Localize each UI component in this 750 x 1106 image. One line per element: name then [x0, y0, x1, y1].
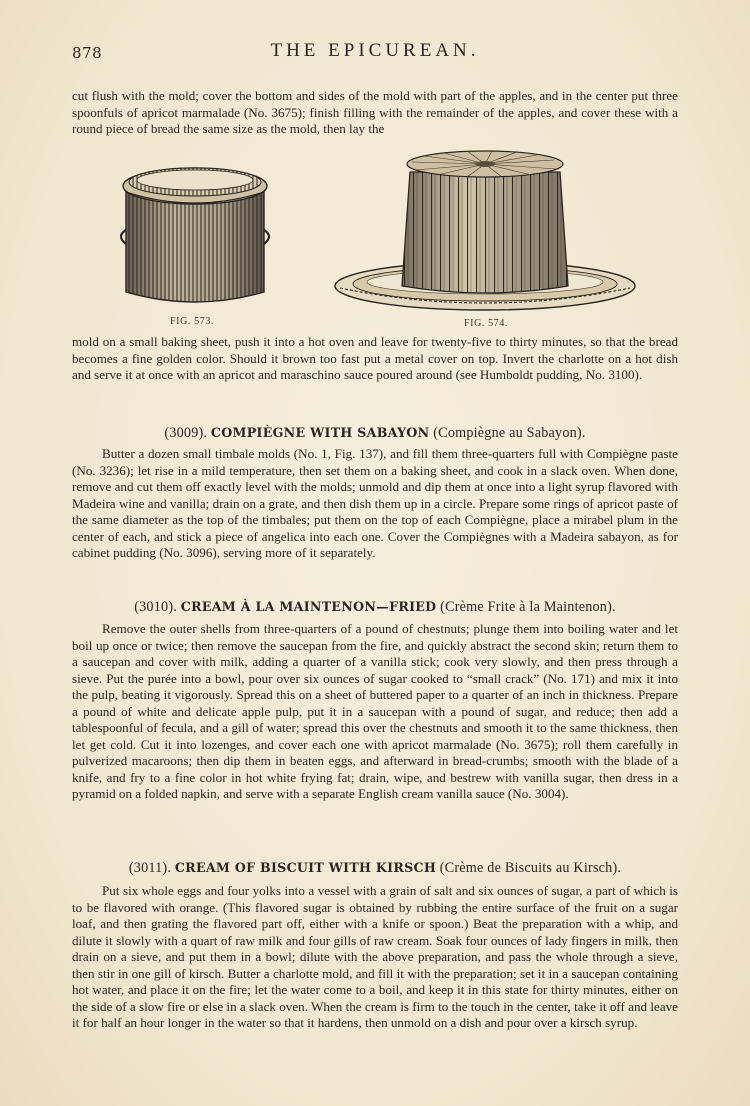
running-title: THE EPICUREAN.	[270, 40, 480, 61]
recipe-3009-heading	[72, 425, 678, 442]
recipe-french-title: (Compiègne au Sabayon).	[433, 425, 586, 441]
intro-paragraph: cut flush with the mold; cover the bottom and sides of the mold with part of the apples, and in the center put three spoonfuls of apricot marmalade (No. 3675); finish filling with the remainder of the apples, and cover these with a round piece of bread the same size as the mold, then lay the	[72, 88, 678, 136]
recipe-3010-body: Remove the outer shells from three-quarters of a pound of chestnuts; plunge them into boiling water and let boil up once or twice; then remove the saucepan from the fire, and quickly abstract the second skin; return them to a saucepan and cover with milk, adding a quarter of a vanilla stick; cook very slowly, and then press through a sieve. Put the purée into a bowl, pour over six ounces of sugar cooked to “small crack” (No. 171) and mix it into the pulp, beating it vigorously. Spread this on a sheet of buttered paper to a quarter of an inch in thickness. Prepare a pound of white and delicate apple pulp, put it in a saucepan with a pound of sugar, and reduce; then add a tablespoonful of fecula, and a gill of water; spread this over the chestnuts and smooth it to the same thickness, then let get cold. Cut it into lozenges, and cover each one with apricot marmalade (No. 3675); roll them carefully in pulverized macaroons; then dip them in beaten eggs, and afterward in bread-crumbs; smooth with the blade of a knife, and fry to a fine color in hot white frying fat; drain, wipe, and bestrew with vanilla sugar, then dress in a pyramid on a folded napkin, and serve with a separate English cream vanilla sauce (No. 3004).	[72, 621, 678, 801]
figure-573	[112, 152, 278, 327]
figure-574	[332, 148, 638, 329]
page-header	[72, 40, 678, 64]
recipe-french-title: (Crème Frite à la Maintenon).	[440, 599, 616, 615]
recipe-3011-body: Put six whole eggs and four yolks into a vessel with a grain of salt and six ounces of sugar, a part of which is to be flavored with orange. (This flavored sugar is obtained by rubbing the entire surface of the fruit on a sugar loaf, and then grating the flavored part off, either with a knife or spoon.) Beat the preparation with a whip, and dilute it slowly with a quart of raw milk and four gills of raw cream. Soak four ounces of lady fingers in milk, then drain on a sieve, and put them in a bowl; dilute with the above preparation, and pass the whole through a sieve, then stir in one gill of kirsch. Butter a charlotte mold, and fill it with the preparation; set it in a saucepan containing hot water, and place it on the fire; let the water come to a boil, and keep it in this state for thirty minutes, either on the side of a slow fire or else in a slack oven. When the cream is firm to the touch in the center, take it off and leave it for half an hour longer in the water so that it hardens, then unmold on a dish and pour over a kirsch syrup.	[72, 883, 678, 1030]
fluted-charlotte-mold-icon	[112, 152, 278, 314]
recipe-number: (3010).	[134, 599, 177, 615]
recipe-number: (3011).	[128, 860, 172, 876]
recipe-3011-heading	[72, 860, 678, 877]
recipe-number: (3009).	[164, 425, 208, 441]
figure-573-caption: FIG. 573.	[170, 316, 215, 327]
recipe-title: CREAM OF BISCUIT WITH KIRSCH	[174, 860, 437, 875]
page-number: 878	[72, 44, 103, 62]
recipe-french-title: (Crème de Biscuits au Kirsch).	[439, 860, 622, 876]
charlotte-on-platter-icon	[332, 148, 638, 316]
continuation-paragraph: mold on a small baking sheet, push it into a hot oven and leave for twenty-five to thirty minutes, so that the bread becomes a fine golden color. Should it brown too fast put a metal cover on top. Invert the charlotte on a hot dish and serve it at once with an apricot and maraschino sauce poured around (see Humboldt pudding, No. 3100).	[72, 334, 678, 382]
recipe-3010-heading	[72, 599, 678, 616]
figure-574-caption: FIG. 574.	[464, 318, 509, 329]
recipe-title: COMPIÈGNE WITH SABAYON	[210, 425, 430, 440]
recipe-3009-body: Butter a dozen small timbale molds (No. 1, Fig. 137), and fill them three-quarters full with Compiègne paste (No. 3236); let rise in a mild temperature, then set them on a baking sheet, and cook in a slack oven. When done, remove and cut them off exactly level with the molds; unmold and dip them at once into a light syrup flavored with Madeira wine and vanilla; drain on a grate, and then dish them up in a circle. Prepare some rings of apricot paste of the same diameter as the top of the timbales; put them on the top of each Compiègne, place a mirabel plum in the center of each, and stick a piece of angelica into each one. Cover the Compiègnes with a Madeira sabayon, as for cabinet pudding (No. 3096), serving more of it separately.	[72, 446, 678, 560]
recipe-title: CREAM À LA MAINTENON—FRIED	[180, 599, 437, 614]
